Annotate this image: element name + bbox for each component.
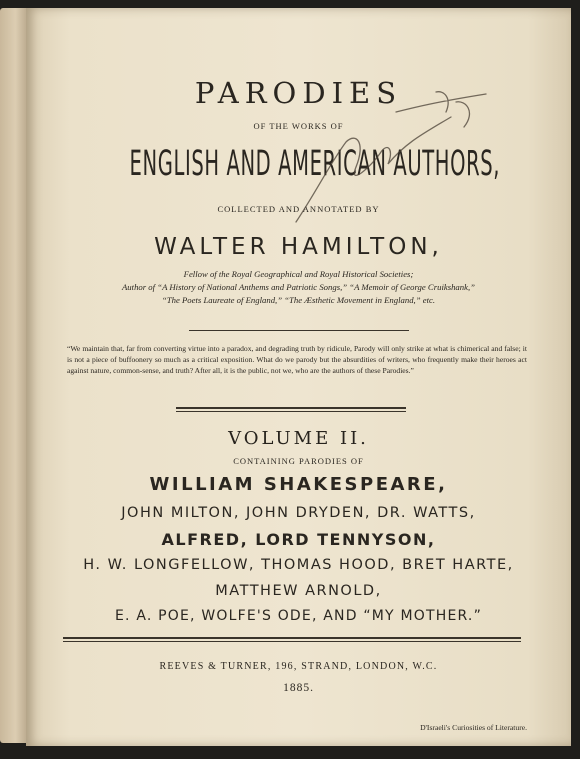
subtitle-small: OF THE WORKS OF: [253, 121, 344, 131]
editor-credit-line: “The Poets Laureate of England,” “The Æsthetic Movement in England,” etc.: [161, 295, 436, 305]
parodied-author-line: JOHN MILTON, JOHN DRYDEN, DR. WATTS,: [121, 505, 476, 521]
containing-line: CONTAINING PARODIES OF: [233, 456, 364, 466]
parodied-author-line: ALFRED, LORD TENNYSON,: [161, 530, 436, 549]
divider: [176, 407, 406, 409]
editor-name: WALTER HAMILTON,: [154, 234, 443, 260]
editor-credit-line: Author of “A History of National Anthems and Patriotic Songs,” “A Memoir of George Cruikshank,”: [122, 282, 475, 292]
book-title: PARODIES: [194, 76, 403, 110]
parodied-author-line: E. A. POE, WOLFE'S ODE, AND “MY MOTHER.”: [114, 608, 483, 624]
parodied-author-line: WILLIAM SHAKESPEARE,: [149, 474, 448, 495]
publisher-imprint: REEVES & TURNER, 196, STRAND, LONDON, W.C.: [159, 661, 438, 672]
volume-heading: VOLUME II.: [228, 428, 369, 449]
divider: [63, 641, 521, 642]
epigraph-source: D'Israeli's Curiosities of Literature.: [420, 723, 527, 732]
divider: [189, 330, 409, 331]
book-cover-edge: [0, 8, 28, 743]
handwritten-signature: [276, 72, 496, 242]
collected-line: COLLECTED AND ANNOTATED BY: [217, 204, 380, 214]
divider: [176, 411, 406, 412]
parodied-author-line: MATTHEW ARNOLD,: [215, 583, 382, 599]
divider: [63, 637, 521, 639]
title-page: [26, 8, 571, 746]
subtitle-large: ENGLISH AND AMERICAN AUTHORS,: [129, 144, 501, 184]
epigraph-text: “We maintain that, far from converting virtue into a paradox, and degrading truth by ridicule, Parody will only strike at what is chimerical and false; it is not a piece of buffoonery so much as a critical exposition. What do we parody but the absurdities of writers, who frequently make their heroes act against nature, common-sense, and truth? After all, it is the public, not we, who are the authors of these Parodies.”: [67, 344, 527, 375]
parodied-author-line: H. W. LONGFELLOW, THOMAS HOOD, BRET HARTE,: [83, 557, 514, 573]
editor-credit-line: Fellow of the Royal Geographical and Royal Historical Societies;: [183, 269, 414, 279]
publication-year: 1885.: [283, 682, 314, 694]
